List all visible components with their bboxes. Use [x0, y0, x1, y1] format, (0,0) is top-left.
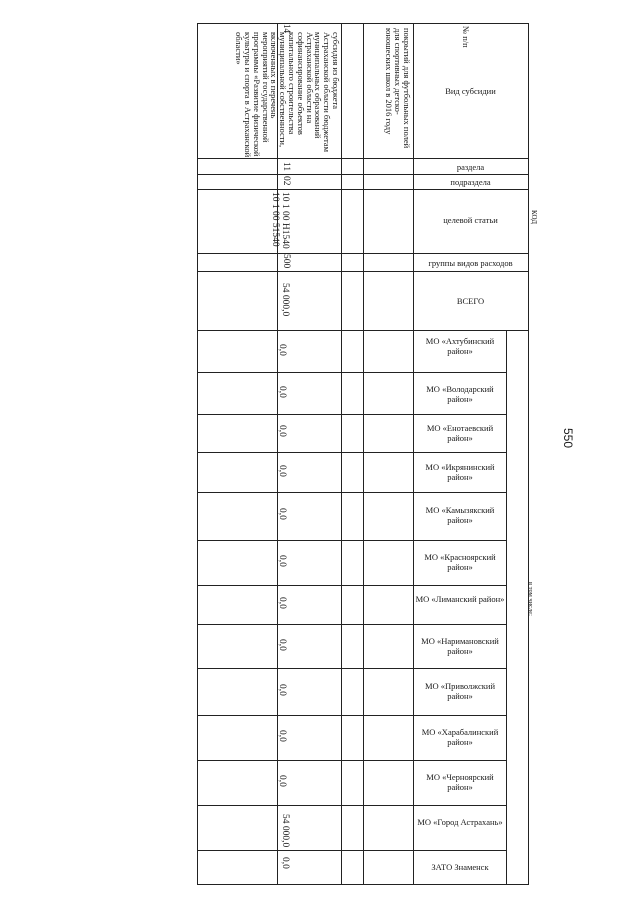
municipality-4: МО «Икрянинский район» — [425, 462, 495, 482]
divider-h-17 — [197, 805, 506, 806]
municipality-9: МО «Приволжский район» — [424, 681, 496, 701]
divider-h-9 — [197, 452, 506, 453]
municipality-12: МО «Город Астрахань» — [417, 817, 503, 827]
municipality-3: МО «Енотаевский район» — [426, 423, 494, 443]
value-9: 0,0 — [277, 684, 287, 696]
municipality-5: МО «Камызякский район» — [425, 505, 495, 525]
divider-h-15 — [197, 715, 506, 716]
row-main-text: субсидия из бюджета Астраханской области бюджетам муниципальных образований Астраханской области на софинансирование объектов капитального строительства муниципальной собственности, включенных в перечень мероприятий государственной программы «Развитие физической культуры и спорта в Астраханской области» — [234, 32, 341, 158]
row-main-podrazdel: 02 — [281, 176, 291, 186]
page-number: 550 — [561, 428, 575, 449]
value-2: 0,0 — [277, 386, 287, 398]
divider-h-13 — [197, 624, 506, 625]
header-vid-rashodov: группы видов расходов — [428, 258, 513, 268]
divider-h-8 — [197, 414, 506, 415]
divider-v-tom-chisle — [506, 330, 507, 884]
municipality-13: ЗАТО Знаменск — [431, 862, 489, 872]
value-5: 0,0 — [277, 508, 287, 520]
divider-h-2 — [197, 174, 528, 175]
value-6: 0,0 — [277, 555, 287, 567]
divider-h-14 — [197, 668, 506, 669]
divider-h-18 — [197, 850, 506, 851]
municipality-8: МО «Наримановский район» — [421, 636, 499, 656]
divider-h-16 — [197, 760, 506, 761]
header-type-label: Вид субсидии — [445, 86, 496, 96]
row-main-celevoy: 10 1 00 Н1540 10 1 00 51540 — [270, 192, 290, 249]
value-3: 0,0 — [277, 425, 287, 437]
header-podrazdel: подраздела — [450, 177, 491, 187]
value-8: 0,0 — [277, 639, 287, 651]
row-top-text: покрытий для футбольных полей для спортивных детско-юношеских школ в 2016 году — [383, 28, 412, 149]
divider-col-mid — [363, 23, 364, 884]
header-celevoy: целевой статьи — [443, 215, 498, 225]
table-bottom-border — [197, 884, 529, 885]
header-razdel: раздела — [456, 162, 485, 172]
divider-h-1 — [197, 158, 528, 159]
municipality-10: МО «Харабалинский район» — [421, 727, 499, 747]
divider-h-4 — [197, 253, 528, 254]
header-kod-label: КОД — [530, 210, 538, 224]
divider-h-12 — [197, 585, 506, 586]
divider-h-7 — [197, 372, 506, 373]
row-main-razdel: 11 — [281, 162, 291, 172]
value-13: 0,0 — [280, 857, 290, 869]
divider-h-5 — [197, 271, 528, 272]
divider-h-11 — [197, 540, 506, 541]
divider-h-6 — [197, 330, 528, 331]
municipality-2: МО «Володарский район» — [426, 384, 494, 404]
divider-col-sub — [341, 23, 342, 884]
value-10: 0,0 — [277, 730, 287, 742]
municipality-6: МО «Красноярский район» — [424, 552, 496, 572]
header-vsego: ВСЕГО — [456, 296, 485, 306]
municipality-11: МО «Черноярский район» — [426, 772, 494, 792]
divider-h-3 — [197, 189, 528, 190]
value-1: 0,0 — [277, 344, 287, 356]
table-right-border — [528, 23, 529, 884]
municipality-7: МО «Лиманский район» — [415, 594, 505, 604]
table-left-border — [197, 23, 198, 884]
value-4: 0,0 — [277, 465, 287, 477]
row-main-vsego: 54 000,0 — [280, 283, 290, 317]
value-7: 0,0 — [277, 597, 287, 609]
row-main-vid-rashodov: 500 — [281, 254, 291, 269]
row-main-num: 14 — [282, 24, 292, 33]
value-11: 0,0 — [277, 775, 287, 787]
header-v-tom-chisle: в том числе: — [527, 582, 534, 616]
header-num-label: № п/п — [461, 26, 471, 48]
divider-col-header — [413, 23, 414, 884]
value-12: 54 000,0 — [280, 814, 290, 848]
municipality-1: МО «Ахтубинский район» — [425, 336, 495, 356]
divider-h-10 — [197, 492, 506, 493]
